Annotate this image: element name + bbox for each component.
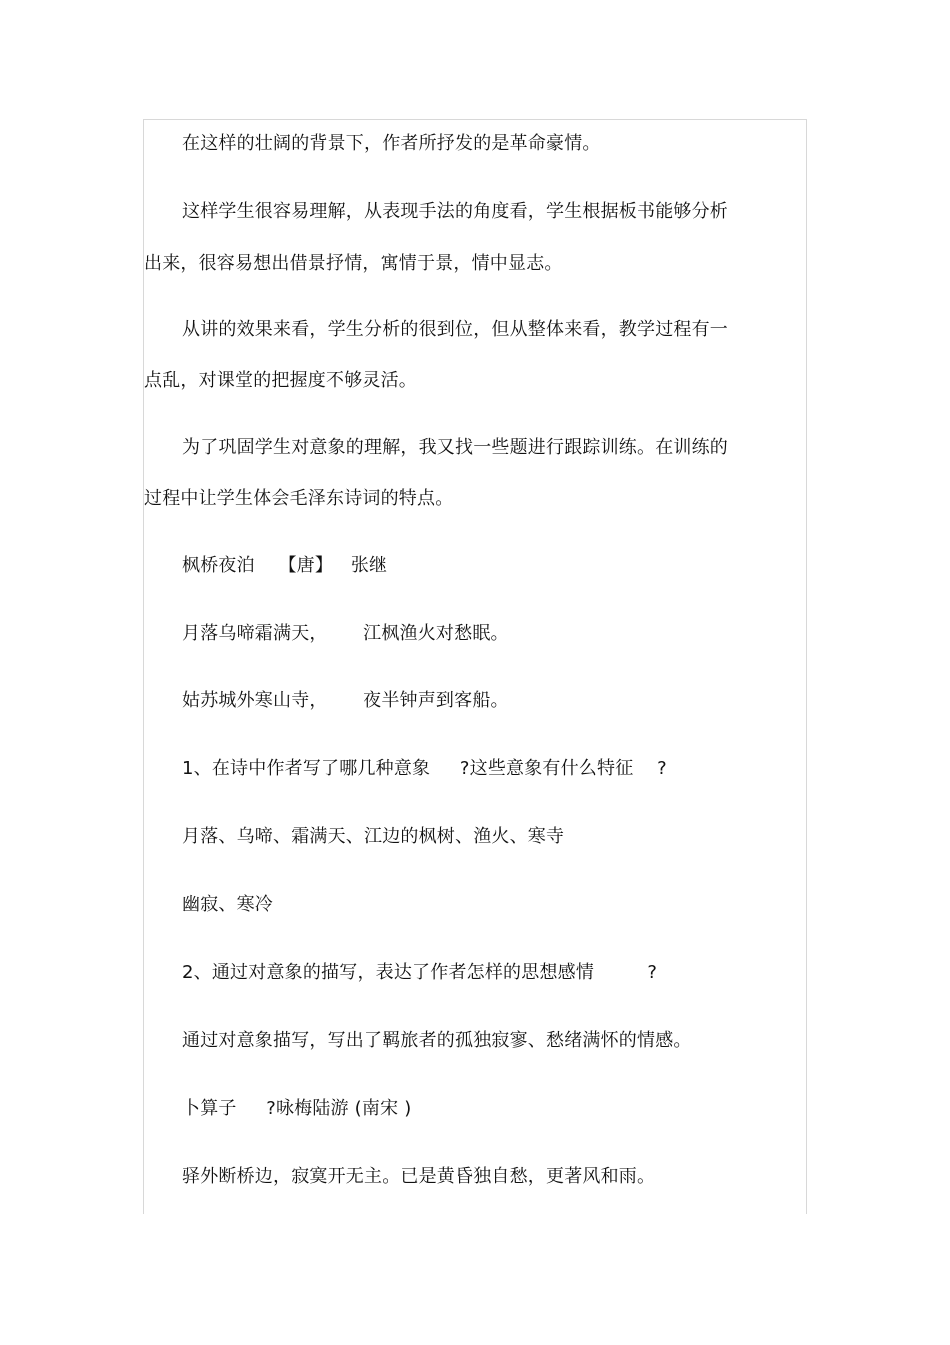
paragraph-line: 在这样的壮阔的背景下，作者所抒发的是革命豪情。 (182, 133, 601, 154)
poem-title-line: 枫桥夜泊 【唐】 张继 (182, 555, 388, 576)
question-line: 1、在诗中作者写了哪几种意象 ?这些意象有什么特征 ? (182, 758, 667, 779)
poem-title-line: 卜算子 ?咏梅陆游 (南宋 ) (182, 1098, 412, 1119)
paragraph-line: 这样学生很容易理解，从表现手法的角度看，学生根据板书能够分析 (182, 201, 728, 222)
paragraph-line: 过程中让学生体会毛泽东诗词的特点。 (144, 488, 454, 509)
question-line: 2、通过对意象的描写，表达了作者怎样的思想感情 ? (182, 962, 658, 983)
paragraph-line: 出来，很容易想出借景抒情，寓情于景，情中显志。 (144, 253, 563, 274)
paragraph-line: 从讲的效果来看，学生分析的很到位，但从整体来看，教学过程有一 (182, 319, 728, 340)
paragraph-line: 为了巩固学生对意象的理解，我又找一些题进行跟踪训练。在训练的 (182, 437, 728, 458)
paragraph-line: 点乱，对课堂的把握度不够灵活。 (144, 370, 417, 391)
answer-line: 幽寂、寒冷 (182, 894, 273, 915)
answer-line: 月落、乌啼、霜满天、江边的枫树、渔火、寒寺 (182, 826, 565, 847)
poem-line: 月落乌啼霜满天， 江枫渔火对愁眠。 (182, 623, 509, 644)
poem-line: 姑苏城外寒山寺， 夜半钟声到客船。 (182, 690, 509, 711)
answer-line: 通过对意象描写，写出了羁旅者的孤独寂寥、愁绪满怀的情感。 (182, 1030, 692, 1051)
poem-line: 驿外断桥边，寂寞开无主。已是黄昏独自愁，更著风和雨。 (182, 1166, 656, 1187)
